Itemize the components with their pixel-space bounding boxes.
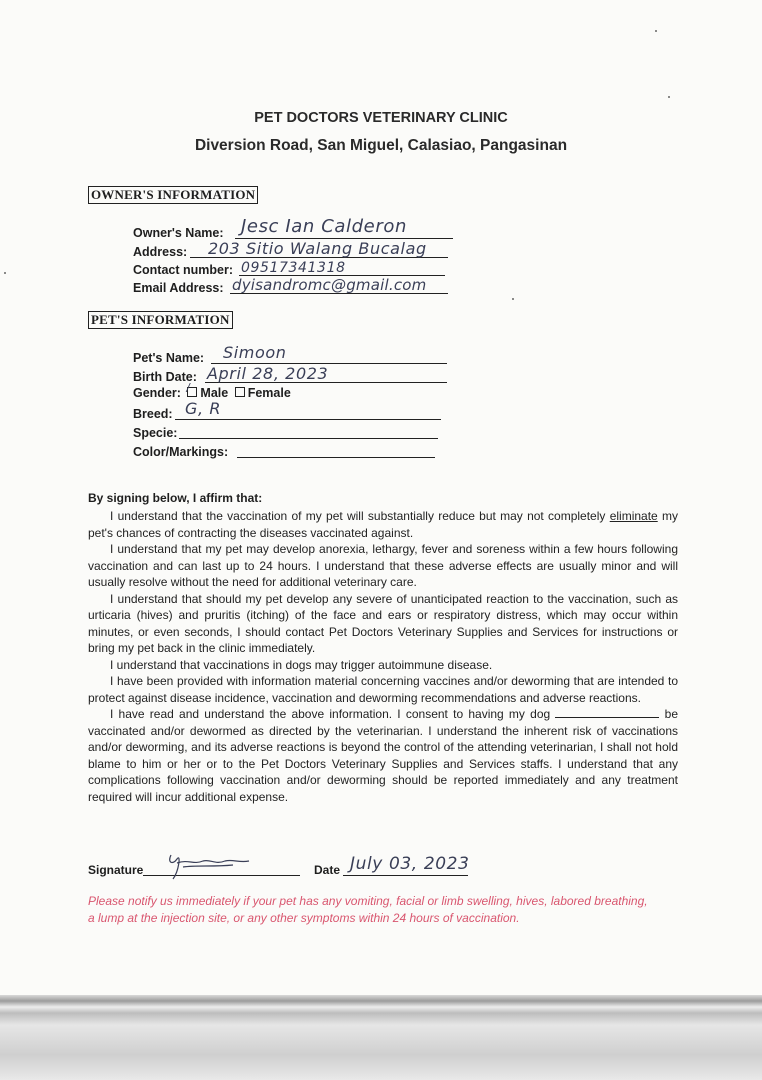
signature-scribble-icon <box>163 849 253 883</box>
pet-color-field <box>133 439 453 459</box>
owner-contact-value: 09517341318 <box>241 260 346 276</box>
male-option-label: Male <box>200 386 229 400</box>
owner-name-value: Jesc Ian Calderon <box>241 216 407 237</box>
owner-section-heading: OWNER'S INFORMATION <box>88 186 258 204</box>
male-checkbox[interactable] <box>186 381 197 397</box>
pet-breed-value: G, R <box>185 399 222 418</box>
owner-name-field <box>133 216 463 240</box>
pet-breed-label: Breed: <box>133 407 173 421</box>
owner-address-label: Address: <box>133 245 188 259</box>
signature-label: Signature <box>88 863 144 877</box>
owner-name-label: Owner's Name: <box>133 226 224 240</box>
owner-email-field <box>133 275 463 295</box>
scan-speck <box>512 298 514 300</box>
pet-gender-field <box>133 381 291 400</box>
owner-address-value: 203 Sitio Walang Bucalag <box>208 239 427 258</box>
scan-speck <box>4 272 6 274</box>
pet-birthdate-field <box>133 364 453 384</box>
pet-breed-field <box>133 401 453 421</box>
pet-name-label: Pet's Name: <box>133 351 205 365</box>
post-vaccination-notice: Please notify us immediately if your pet has any vomiting, facial or limb swelling, hives, labored breathing, a lump at the injection site, or any other symptoms within 24 hours of vaccination. <box>88 894 648 925</box>
consent-paragraph-1 <box>88 508 678 541</box>
dog-name-blank[interactable] <box>555 707 659 718</box>
signature-row <box>88 855 688 879</box>
consent-p6-tail: be vaccinated and/or dewormed as directed by the veterinarian. I understand the inherent risk of vaccinations and/or deworming, and its adverse reactions is beyond the control of the attending veterinarian, I shall not hold blame to him or her or to the Pet Doctors Veterinary Supplies and Services staffs. I understand that any complications following vaccination and/or deworming should be reported immediately and any treatment required will incur additional expense. <box>88 707 678 804</box>
pet-specie-label: Specie: <box>133 426 178 440</box>
pet-color-label: Color/Markings: <box>133 445 229 459</box>
consent-paragraph-4: I understand that vaccinations in dogs may trigger autoimmune disease. <box>110 657 493 672</box>
consent-paragraph-2: I understand that my pet may develop anorexia, lethargy, fever and soreness within a few hours following vaccination and can last up to 24 hours. I understand that these adverse effects are usually minor and will usually resolve without the need for additional veterinary care. <box>88 542 678 589</box>
owner-email-label: Email Address: <box>133 281 224 295</box>
clinic-name: PET DOCTORS VETERINARY CLINIC <box>254 110 508 126</box>
consent-paragraph-3: I understand that should my pet develop any severe of unanticipated reaction to the vaccination, such as urticaria (hives) and pruritis (itching) of the face and ears or respiratory distress, which may occur within minutes, or even seconds, I should contact Pet Doctors Veterinary Supplies and Services for instructions or bring my pet back in the clinic immediately. <box>88 591 678 655</box>
pet-section-heading: PET'S INFORMATION <box>88 311 233 329</box>
date-value: July 03, 2023 <box>350 854 470 874</box>
scan-speck <box>668 96 670 98</box>
date-line[interactable] <box>343 875 468 876</box>
female-checkbox[interactable] <box>235 387 245 397</box>
female-option-label: Female <box>247 386 291 400</box>
consent-p1-tail: my pet's chances of contracting the diseases vaccinated against. <box>88 509 678 540</box>
owner-contact-label: Contact number: <box>133 263 233 277</box>
pet-birthdate-label: Birth Date: <box>133 370 197 384</box>
consent-p6-text: I have read and understand the above information. I consent to having my dog <box>110 707 551 721</box>
pet-color-line <box>237 457 435 458</box>
consent-paragraph-6 <box>88 706 678 805</box>
consent-p1-text: I understand that the vaccination of my pet will substantially reduce but may not completely <box>110 509 606 523</box>
date-label: Date <box>314 863 341 877</box>
clinic-address: Diversion Road, San Miguel, Calasiao, Pangasinan <box>194 137 568 154</box>
consent-body <box>88 508 678 805</box>
owner-email-value: dyisandromc@gmail.com <box>232 276 427 294</box>
pet-gender-label: Gender: <box>133 386 181 400</box>
pet-birthdate-value: April 28, 2023 <box>207 364 329 383</box>
pet-name-value: Simoon <box>223 343 287 362</box>
consent-intro: By signing below, I affirm that: <box>88 491 263 505</box>
scan-speck <box>655 30 657 32</box>
consent-p1-underlined: eliminate <box>609 509 658 523</box>
pet-specie-field <box>133 420 453 440</box>
checkmark-icon: / <box>186 381 190 395</box>
consent-paragraph-5: I have been provided with information material concerning vaccines and/or deworming that are intended to protect against disease incidence, vaccination and deworming recommendations and adverse reactions. <box>88 674 678 705</box>
scan-edge <box>0 995 762 1080</box>
owner-address-field <box>133 239 463 259</box>
pet-name-field <box>133 345 453 365</box>
owner-contact-field <box>133 257 463 277</box>
